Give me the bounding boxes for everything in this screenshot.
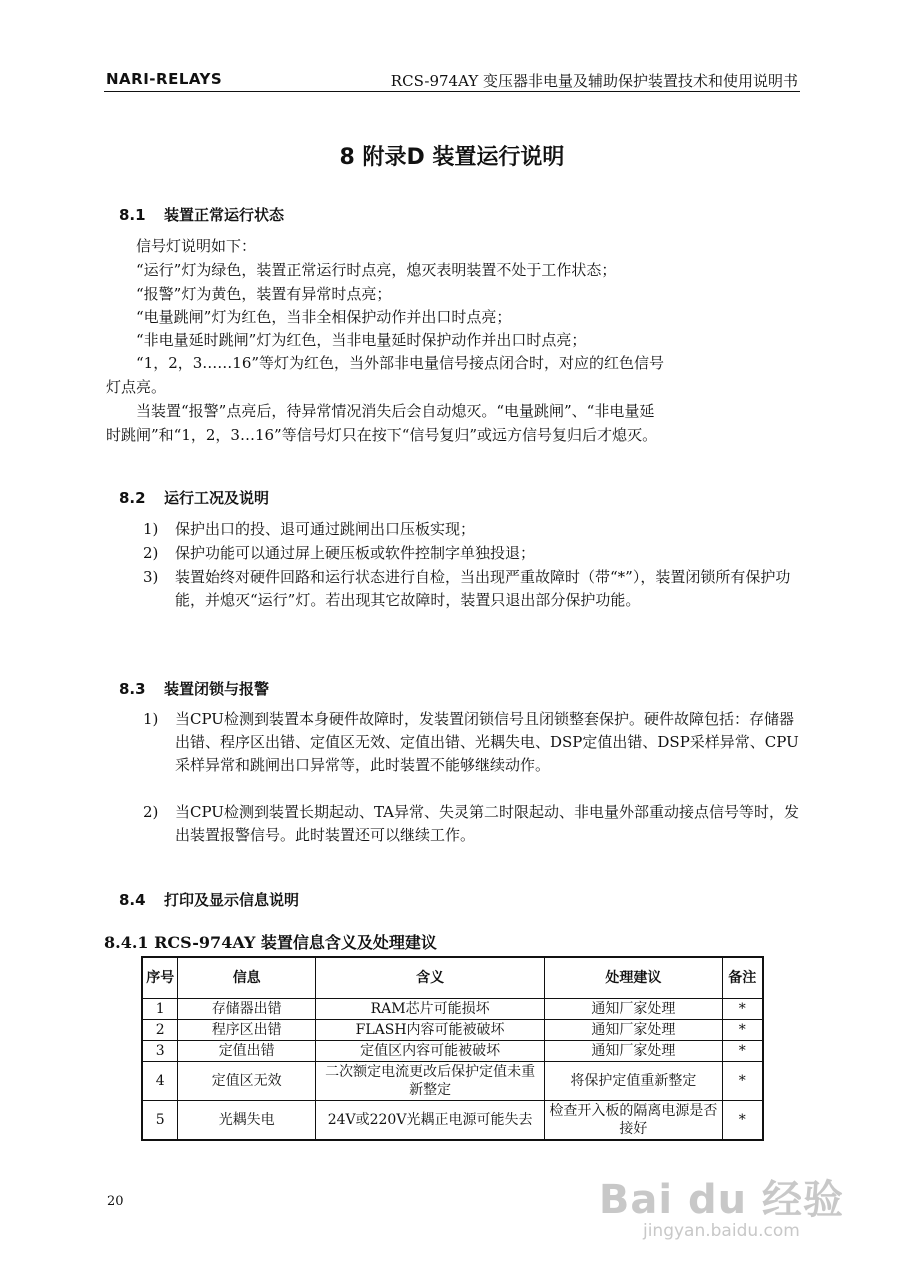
cell: 光耦失电 bbox=[178, 1101, 316, 1141]
table-row bbox=[142, 1101, 763, 1141]
cell: 将保护定值重新整定 bbox=[545, 1062, 722, 1101]
cell: * bbox=[722, 1062, 763, 1101]
cell: 24V或220V光耦正电源可能失去 bbox=[315, 1101, 544, 1141]
s1-line: 当装置“报警”点亮后，待异常情况消失后会自动熄灭。“电量跳闸”、“非电量延 bbox=[106, 402, 655, 420]
cell: * bbox=[722, 1020, 763, 1041]
cell: 通知厂家处理 bbox=[545, 1041, 722, 1062]
header-cell: 序号 bbox=[142, 957, 178, 999]
header-cell: 处理建议 bbox=[545, 957, 722, 999]
cell: 2 bbox=[142, 1020, 178, 1041]
cell: 检查开入板的隔离电源是否接好 bbox=[545, 1101, 722, 1141]
cell: 4 bbox=[142, 1062, 178, 1101]
info-table bbox=[141, 956, 764, 1141]
cell: 定值区无效 bbox=[178, 1062, 316, 1101]
list-item bbox=[143, 518, 800, 541]
s1-line: 灯点亮。 bbox=[106, 378, 167, 396]
watermark-logo: Bai du 经验 bbox=[598, 1177, 844, 1223]
s1-line: “运行”灯为绿色，装置正常运行时点亮，熄灭表明装置不处于工作状态； bbox=[106, 261, 617, 279]
s1-line: 信号灯说明如下： bbox=[106, 237, 257, 255]
cell: 定值区内容可能被破坏 bbox=[315, 1041, 544, 1062]
table-row bbox=[142, 1020, 763, 1041]
section-title: 装置闭锁与报警 bbox=[164, 680, 270, 698]
list-item bbox=[143, 708, 800, 777]
section-title: 运行工况及说明 bbox=[164, 489, 270, 507]
section-number: 8.2 bbox=[119, 489, 146, 507]
cell: 通知厂家处理 bbox=[545, 1020, 722, 1041]
section-number: 8.4 bbox=[119, 891, 146, 909]
page-number: 20 bbox=[107, 1194, 124, 1209]
list-text: 装置始终对硬件回路和运行状态进行自检，当出现严重故障时（带“*”），装置闭锁所有保护功能，并熄灭“运行”灯。若出现其它故障时，装置只退出部分保护功能。 bbox=[175, 568, 791, 609]
cell: * bbox=[722, 1101, 763, 1141]
cell: 1 bbox=[142, 999, 178, 1020]
list-number: 3) bbox=[143, 568, 159, 586]
cell: 5 bbox=[142, 1101, 178, 1141]
section-8-4-heading bbox=[119, 889, 299, 910]
header-cell: 信息 bbox=[178, 957, 316, 999]
header-doc-title: RCS-974AY 变压器非电量及辅助保护装置技术和使用说明书 bbox=[390, 72, 798, 90]
header-cell: 含义 bbox=[315, 957, 544, 999]
header-cell: 备注 bbox=[722, 957, 763, 999]
subsection-heading: 8.4.1 RCS-974AY 装置信息含义及处理建议 bbox=[104, 933, 437, 952]
section-title: 装置正常运行状态 bbox=[164, 206, 285, 224]
s1-line: “1，2，3……16”等灯为红色，当外部非电量信号接点闭合时，对应的红色信号 bbox=[106, 354, 665, 372]
cell: * bbox=[722, 999, 763, 1020]
watermark-url: jingyan.baidu.com bbox=[642, 1221, 800, 1241]
cell: 二次额定电流更改后保护定值未重新整定 bbox=[315, 1062, 544, 1101]
cell: 通知厂家处理 bbox=[545, 999, 722, 1020]
s1-line: 时跳闸”和“1，2，3…16”等信号灯只在按下“信号复归”或远方信号复归后才熄灭。 bbox=[106, 426, 658, 444]
page-title: 8 附录D 装置运行说明 bbox=[339, 145, 565, 170]
header-rule bbox=[104, 91, 800, 92]
cell: 3 bbox=[142, 1041, 178, 1062]
cell: 定值出错 bbox=[178, 1041, 316, 1062]
list-text: 当CPU检测到装置本身硬件故障时，发装置闭锁信号且闭锁整套保护。硬件故障包括：存储器出错、程序区出错、定值区无效、定值出错、光耦失电、DSP定值出错、DSP采样异常、CPU采样异常和跳闸出口异常等，此时装置不能够继续动作。 bbox=[175, 710, 799, 774]
list-number: 2) bbox=[143, 803, 159, 821]
watermark bbox=[599, 1168, 844, 1241]
section-number: 8.1 bbox=[119, 206, 146, 224]
table-row bbox=[142, 1041, 763, 1062]
list-text: 保护功能可以通过屏上硬压板或软件控制字单独投退； bbox=[175, 544, 536, 562]
section-number: 8.3 bbox=[119, 680, 146, 698]
s1-line: “非电量延时跳闸”灯为红色，当非电量延时保护动作并出口时点亮； bbox=[106, 331, 587, 349]
section-8-1-heading bbox=[119, 204, 284, 225]
cell: 程序区出错 bbox=[178, 1020, 316, 1041]
cell: FLASH内容可能被破坏 bbox=[315, 1020, 544, 1041]
list-item bbox=[143, 542, 800, 565]
cell: RAM芯片可能损坏 bbox=[315, 999, 544, 1020]
cell: 存储器出错 bbox=[178, 999, 316, 1020]
list-item bbox=[143, 801, 800, 847]
s1-line: “报警”灯为黄色，装置有异常时点亮； bbox=[106, 285, 392, 303]
s1-line: “电量跳闸”灯为红色，当非全相保护动作并出口时点亮； bbox=[106, 308, 512, 326]
list-text: 当CPU检测到装置长期起动、TA异常、失灵第二时限起动、非电量外部重动接点信号等时，发出装置报警信号。此时装置还可以继续工作。 bbox=[175, 803, 799, 844]
list-item bbox=[143, 566, 800, 612]
list-number: 1) bbox=[143, 520, 159, 538]
header-brand: NARI-RELAYS bbox=[106, 70, 223, 88]
section-title: 打印及显示信息说明 bbox=[164, 891, 300, 909]
list-number: 2) bbox=[143, 544, 159, 562]
table-row bbox=[142, 1062, 763, 1101]
section-8-2-heading bbox=[119, 487, 269, 508]
table-row bbox=[142, 999, 763, 1020]
list-text: 保护出口的投、退可通过跳闸出口压板实现； bbox=[175, 520, 476, 538]
section-8-3-heading bbox=[119, 678, 269, 699]
table-header-row bbox=[142, 957, 763, 999]
cell: * bbox=[722, 1041, 763, 1062]
list-number: 1) bbox=[143, 710, 159, 728]
